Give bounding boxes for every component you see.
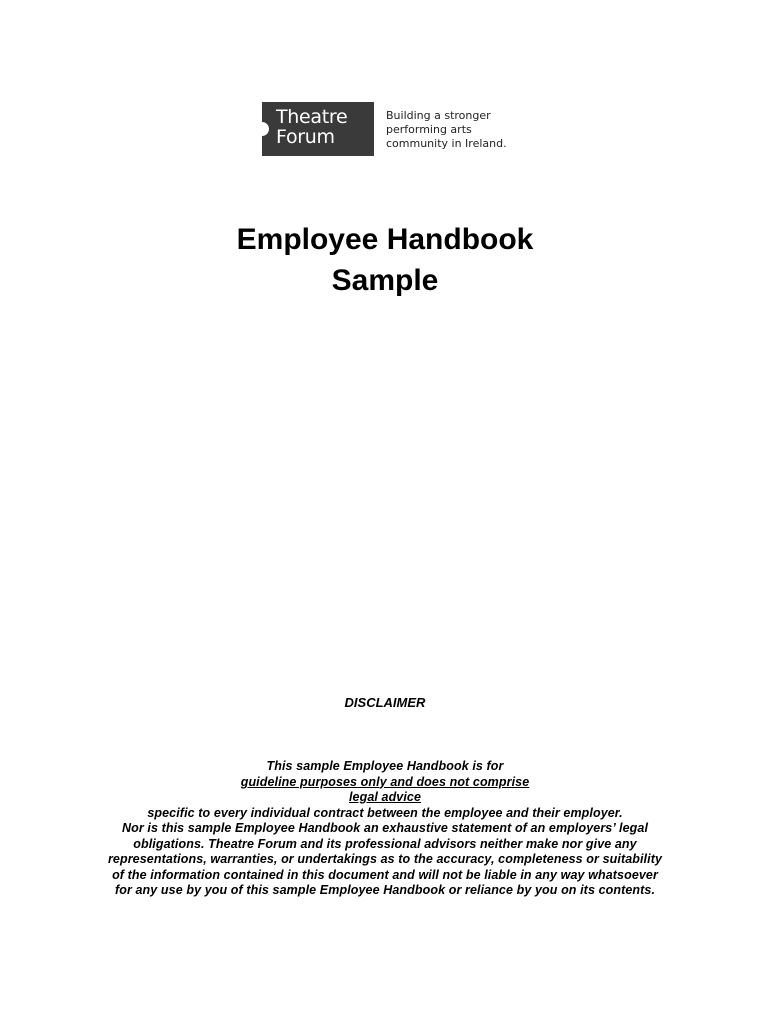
logo-line-2: Forum [276, 126, 335, 148]
disclaimer-text [60, 759, 710, 899]
ticket-logo-icon [262, 102, 374, 156]
theatre-forum-logo [262, 102, 512, 158]
document-title [0, 219, 770, 301]
disclaimer-text-segment: specific to every individual contract between the employee and their employer. [147, 805, 623, 820]
logo-line-1: Theatre [276, 106, 348, 128]
disclaimer-text-segment: This sample Employee Handbook is for [266, 759, 504, 773]
title-line-2: Sample [331, 264, 439, 297]
logo-wordmark [276, 107, 372, 147]
disclaimer-line: obligations. Theatre Forum and its professional advisors neither make nor give any [133, 836, 637, 851]
disclaimer-line [60, 790, 710, 821]
disclaimer-line: Nor is this sample Employee Handbook an exhaustive statement of an employers’ legal [121, 821, 649, 835]
tagline-line: community in Ireland. [386, 137, 507, 150]
disclaimer-line: of the information contained in this document and will not be liable in any way whatsoever [112, 867, 658, 882]
disclaimer-line [60, 759, 710, 790]
disclaimer-line: for any use by you of this sample Employee Handbook or reliance by you on its contents. [114, 883, 656, 897]
logo-tagline [386, 109, 516, 151]
tagline-line: Building a stronger [386, 109, 491, 122]
disclaimer-underlined-text: legal advice [348, 790, 422, 804]
title-line-1: Employee Handbook [236, 223, 534, 256]
disclaimer-underlined-text: guideline purposes only and does not comprise [240, 774, 530, 789]
disclaimer-heading: DISCLAIMER [344, 695, 426, 710]
disclaimer-line: representations, warranties, or undertakings as to the accuracy, completeness or suitability [107, 852, 663, 866]
tagline-line: performing arts [386, 123, 472, 136]
